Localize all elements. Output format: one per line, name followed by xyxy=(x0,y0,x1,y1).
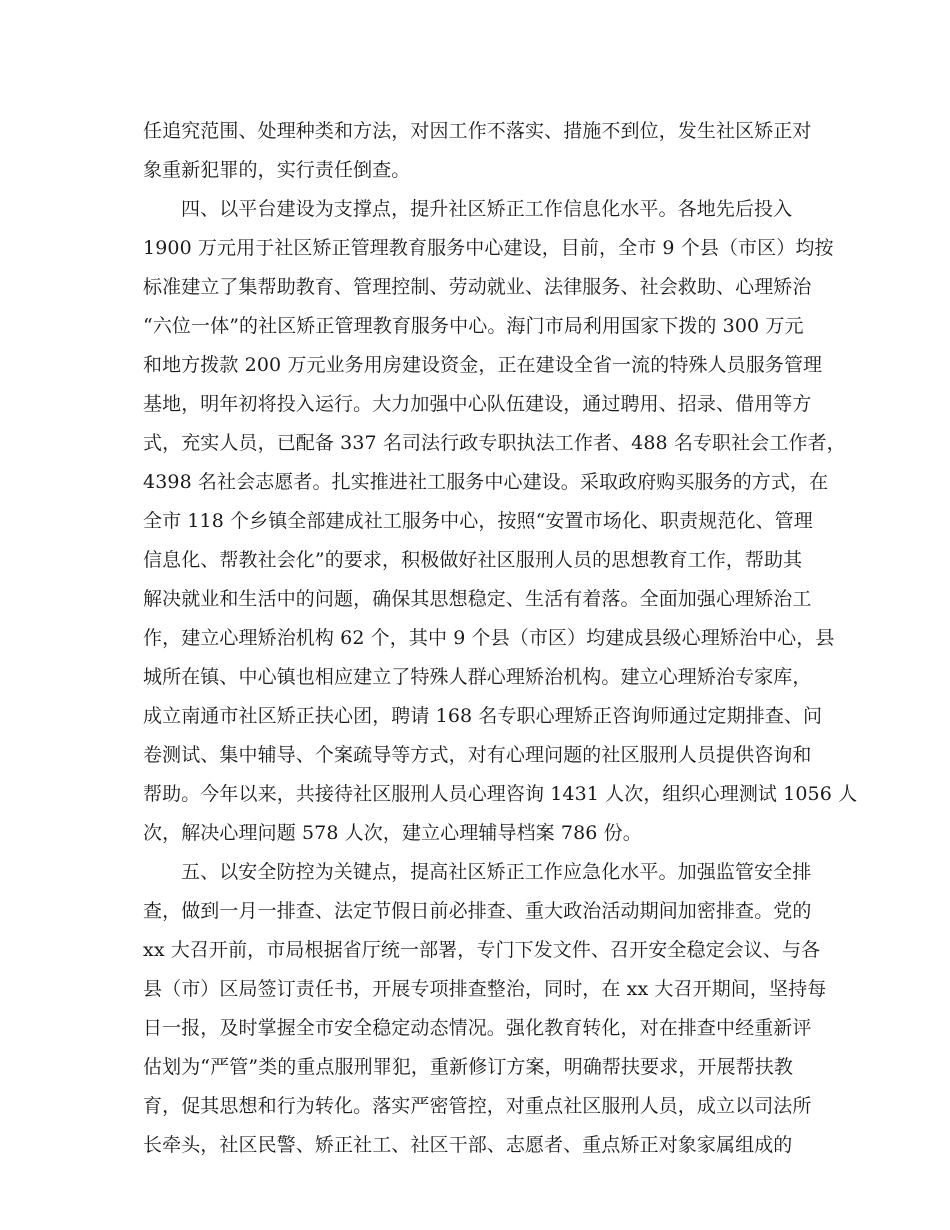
text-line: 式，充实人员，已配备 337 名司法行政专职执法工作者、488 名专职社会工作者， xyxy=(143,432,846,454)
text-line: 任追究范围、处理种类和方法，对因工作不落实、措施不到位，发生社区矫正对 xyxy=(143,120,812,142)
text-line: 次，解决心理问题 578 人次，建立心理辅导档案 786 份。 xyxy=(143,822,642,844)
text-line: 查，做到一月一排查、法定节假日前必排查、重大政治活动期间加密排查。党的 xyxy=(143,900,812,922)
body-text xyxy=(143,112,858,1165)
text-line: 长牵头，社区民警、矫正社工、社区干部、志愿者、重点矫正对象家属组成的 xyxy=(143,1134,793,1156)
text-line: “六位一体”的社区矫正管理教育服务中心。海门市局利用国家下拨的 300 万元 xyxy=(143,315,804,337)
text-line: 帮助。今年以来，共接待社区服刑人员心理咨询 1431 人次，组织心理测试 1056 人 xyxy=(143,783,858,805)
paragraph-first-line: 五、以安全防控为关键点，提高社区矫正工作应急化水平。加强监管安全排 xyxy=(181,861,812,883)
text-line: 估划为“严管”类的重点服刑罪犯，重新修订方案，明确帮扶要求，开展帮扶教 xyxy=(143,1056,793,1078)
text-line: 解决就业和生活中的问题，确保其思想稳定、生活有着落。全面加强心理矫治工 xyxy=(143,588,812,610)
text-line: 4398 名社会志愿者。扎实推进社工服务中心建设。采取政府购买服务的方式，在 xyxy=(143,471,829,493)
text-line: 基地，明年初将投入运行。大力加强中心队伍建设，通过聘用、招录、借用等方 xyxy=(143,393,812,415)
text-line: 全市 118 个乡镇全部建成社工服务中心，按照“安置市场化、职责规范化、管理 xyxy=(143,510,813,532)
text-line: 日一报，及时掌握全市安全稳定动态情况。强化教育转化，对在排查中经重新评 xyxy=(143,1017,812,1039)
text-line: 城所在镇、中心镇也相应建立了特殊人群心理矫治机构。建立心理矫治专家库， xyxy=(143,666,812,688)
text-line: 县（市）区局签订责任书，开展专项排查整治，同时，在 xx 大召开期间，坚持每 xyxy=(143,978,827,1000)
text-line: 象重新犯罪的，实行责任倒查。 xyxy=(143,159,411,181)
paragraph-first-line: 四、以平台建设为支撑点，提升社区矫正工作信息化水平。各地先后投入 xyxy=(181,198,793,220)
text-line: xx 大召开前，市局根据省厅统一部署，专门下发文件、召开安全稳定会议、与各 xyxy=(143,939,821,961)
text-line: 成立南通市社区矫正扶心团，聘请 168 名专职心理矫正咨询师通过定期排查、问 xyxy=(143,705,823,727)
text-line: 1900 万元用于社区矫正管理教育服务中心建设，目前，全市 9 个县（市区）均按 xyxy=(143,237,834,259)
text-line: 标准建立了集帮助教育、管理控制、劳动就业、法律服务、社会救助、心理矫治 xyxy=(143,276,812,298)
text-line: 信息化、帮教社会化”的要求，积极做好社区服刑人员的思想教育工作，帮助其 xyxy=(143,549,803,571)
text-line: 和地方拨款 200 万元业务用房建设资金，正在建设全省一流的特殊人员服务管理 xyxy=(143,354,823,376)
text-line: 育，促其思想和行为转化。落实严密管控，对重点社区服刑人员，成立以司法所 xyxy=(143,1095,812,1117)
text-line: 作，建立心理矫治机构 62 个，其中 9 个县（市区）均建成县级心理矫治中心，县 xyxy=(143,627,835,649)
text-line: 卷测试、集中辅导、个案疏导等方式，对有心理问题的社区服刑人员提供咨询和 xyxy=(143,744,812,766)
